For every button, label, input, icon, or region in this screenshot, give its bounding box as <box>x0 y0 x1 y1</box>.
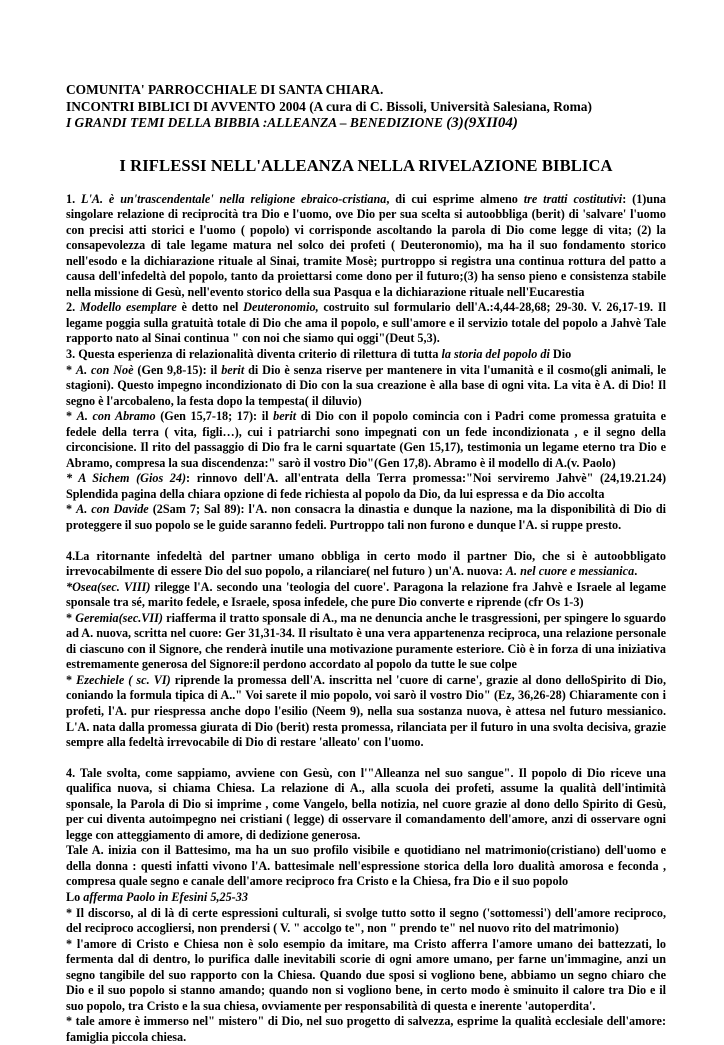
header-theme-italic: I GRANDI TEMI DELLA BIBBIA :ALLEANZA – BENEDIZIONE <box>66 115 447 130</box>
item-sichem: * A Sichem (Gios 24): rinnovo dell'A. all'entrata della Terra promessa:"Noi serviremo Jahvè" (24,19.21.24) Splendida pagina della chiara opzione di fede richiesta al popolo da Dio, da lui espressa e da Dio accolta <box>66 471 667 501</box>
item-osea: *Osea(sec. VIII) rilegge l'A. secondo una 'teologia del cuore'. Paragona la relazione fra Jahvè e Israele al legame sponsale tra sé, marito fedele, e Israele, sposa infedele, che pure Dio converte e riprende (cfr Os 1-3) <box>66 579 666 610</box>
item-ezechiele: * Ezechiele ( sc. VI) riprende la promessa dell'A. inscritta nel 'cuore di carne', grazie al dono delloSpirito di Dio, coniando la formula tipica di A.." Voi sarete il mio popolo, voi sarò il vostro Dio" (Ez, 36,26-28) Chiaramente con i profeti, l'A. pur riespressa anche dopo l'esilio (Neem 9), nella sua sostanza nuova, è attesa nel futuro messianico. L'A. nata dalla promessa giurata di Dio (berit) resta promessa, rilanciata per il futuro in una svolta decisiva, grazie sempre alla fedeltà irrevocabile di Dio di restare 'alleato' con l'uomo. <box>66 672 667 750</box>
document-header <box>66 82 666 132</box>
paragraph-section-3: 3. Questa esperienza di relazionalità diventa criterio di rilettura di tutta la storia del popolo di Dio <box>66 346 572 361</box>
bullet-mystery: * tale amore è immerso nel" mistero" di Dio, nel suo progetto di salvezza, esprime la qualità ecclesiale dell'amore: famiglia piccola chiesa. <box>66 1014 666 1044</box>
paragraph-paolo: Lo afferma Paolo in Efesini 5,25-33 <box>66 890 248 905</box>
header-theme-date: (3)(9XII04) <box>446 115 518 131</box>
paragraph-section-2: 2. Modello esemplare è detto nel Deuteronomio, costruito sul formulario dell'A.:4,44-28,68; 29-30. V. 26,17-19. Il legame poggia sulla gratuità totale di Dio che ama il popolo, e sull'amore e il servizio totale del popolo a Jahvè Tale rapporto nato al Sinai continua " con noi che siamo qui oggi"(Deut 5,3). <box>66 300 666 346</box>
item-davide: * A. con Davide (2Sam 7; Sal 89): l'A. non consacra la dinastia e dunque la nazione, ma la disponibilità di Dio di proteggere il suo popolo se le guide saranno fedeli. Purtroppo tali non furono e dunque l'A. si ruppe presto. <box>66 502 667 532</box>
header-meetings: INCONTRI BIBLICI DI AVVENTO 2004 (A cura di C. Bissoli, Università Salesiana, Roma) <box>66 98 592 114</box>
paragraph-battesimo: Tale A. inizia con il Battesimo, ma ha un suo profilo visibile e quotidiano nel matrimonio(cristiano) dell'uomo e della donna : questi infatti vivono l'A. battesimale nell'espressione storica della loro dualità amorosa e feconda , compresa quale segno e canale dell'amore reciproco fra Cristo e la Chiesa, fra Dio e il suo popolo <box>66 843 666 889</box>
item-abramo: * A. con Abramo (Gen 15,7-18; 17): il berit di Dio con il popolo comincia con i Padri come promessa gratuita e fedele della terra ( vita, figli…), cui i patriarchi sono impegnati con un fede incondizionata , e il segno della circoncisione. Il rito del passaggio di Dio fra le carni squartate (Gen 15,17), testimonia un legame eterno tra Dio e Abramo, compresa la sua discendenza:" sarò il vostro Dio"(Gen 17,8). Abramo è il modello di A.(v. Paolo) <box>66 409 667 470</box>
header-theme <box>66 115 666 132</box>
header-parish: COMUNITA' PARROCCHIALE DI SANTA CHIARA. <box>66 82 384 97</box>
item-geremia: * Geremia(sec.VII) riafferma il tratto sponsale di A., ma ne denuncia anche le trasgressioni, per spingere lo sguardo ad A. nuova, scritta nel cuore: Ger 31,31-34. Il risultato è una vera appartenenza reciproca, una relazione personale di ciascuno con il Signore, che renderà inutile una motivazione puramente esteriore. Ciò è in forza di una iniziativa estremamente generosa del Signore:il perdono accordato al popolo da tutte le sue colpe <box>66 610 666 672</box>
paragraph-section-4b: 4. Tale svolta, come sappiamo, avviene con Gesù, con l'"Alleanza nel suo sangue". Il popolo di Dio riceve una qualifica nuova, si chiama Chiesa. La relazione di A., alla scuola dei profeti, assume la qualità dell'intimità sponsale, la Parola di Dio si imprime , come Vangelo, bella notizia, nel cuore grazie al dono dello Spirito di Gesù, per cui diventa autoimpegno nei cristiani ( legge) di osservare il comandamento dell'amore, anzi di osservare ogni legge con atteggiamento di amore, di dedizione generosa. <box>66 765 666 842</box>
bullet-reciprocal-love: * Il discorso, al di là di certe espressioni culturali, si svolge tutto sotto il segno ('sottomessi') dell'amore reciproco, del reciproco accogliersi, non prendersi ( V. " accolgo te", non " prendo te" nel nuovo rito del matrimonio) <box>66 905 666 936</box>
paragraph-gap <box>66 751 666 766</box>
item-noe: * A. con Noè (Gen 9,8-15): il berit di Dio è senza riserve per mantenere in vita l'umanità e il cosmo(gli animali, le stagioni). Questo impegno incondizionato di Dio con la sua creazione è alla base di ogni vita. La vita è A. di Dio! Il segno è l'arcobaleno, la festa dopo la tempesta( il diluvio) <box>66 362 666 408</box>
document-page <box>66 82 666 1045</box>
document-title: I RIFLESSI NELL'ALLEANZA NELLA RIVELAZIONE BIBLICA <box>119 155 613 175</box>
paragraph-section-1: 1. L'A. è un'trascendentale' nella religione ebraico-cristiana, di cui esprime almeno tre tratti costitutivi: (1)una singolare relazione di reciprocità tra Dio e l'uomo, ove Dio per sua scelta si autoobbliga (berit) di 'salvare' l'uomo con precisi atti storici e l'uomo ( popolo) vi corrisponde ascoltando la parola di Dio come legge di vita; (2) la consapevolezza di tale legame matura nel solco dei profeti ( Deuteronomio), ma ha il suo fondamento storico nell'esodo e la dichiarazione rituale al Sinai, tramite Mosè; purtroppo si registra una continua rottura del patto a causa dell'infedeltà del popolo, tanto da proiettarsi come dono per il futuro;(3) ha senso pieno e consistenza stabile nella missione di Gesù, nell'evento storico della sua Pasqua e la dichiarazione rituale nell'Eucarestia <box>66 191 667 299</box>
paragraph-section-4a: 4.La ritornante infedeltà del partner umano obbliga in certo modo il partner Dio, che si è autoobbligato irrevocabilmente di essere Dio del suo popolo, a rilanciare( nel futuro ) un'A. nuova: A. nel cuore e messianica. <box>66 548 666 579</box>
bullet-christ-church-love: * l'amore di Cristo e Chiesa non è solo esempio da imitare, ma Cristo afferra l'amore umano dei battezzati, lo fermenta dal di dentro, lo purifica dalle inevitabili scorie di ogni amore umano, per farne un'immagine, anzi un segno tangibile del suo rapporto con la Chiesa. Quando due sposi si vogliono bene, abbiamo un segno chiaro che Dio e il suo popolo si stanno amando; quando non si vogliono bene, in certo modo è sminuito il calore tra Dio e il suo popolo, tra Cristo e la sua chiesa, ovviamente per responsabilità di questa e inerente 'autoperdita'. <box>66 936 666 1013</box>
paragraph-gap <box>66 534 666 549</box>
